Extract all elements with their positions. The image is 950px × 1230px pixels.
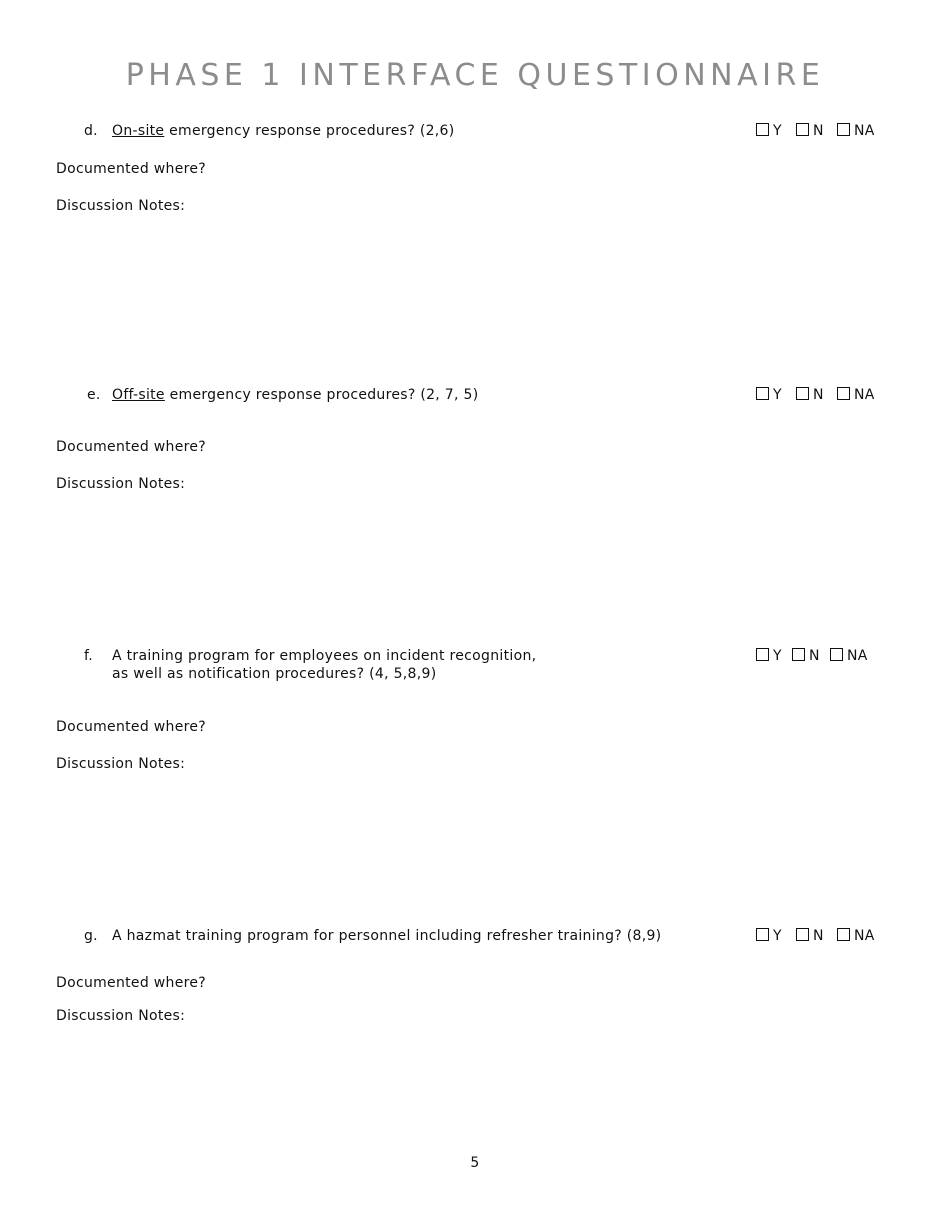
question-text xyxy=(112,122,732,140)
documented-where-label: Documented where? xyxy=(56,975,207,991)
option-na-label: NA xyxy=(854,123,875,139)
option-yes-label: Y xyxy=(773,928,782,944)
checkbox-na[interactable] xyxy=(837,123,850,136)
question-letter: d. xyxy=(84,123,98,139)
option-no-label: N xyxy=(813,123,824,139)
question-letter: f. xyxy=(84,648,93,664)
page-number: 5 xyxy=(470,1155,480,1171)
checkbox-na[interactable] xyxy=(837,387,850,400)
option-yes-label: Y xyxy=(773,387,782,403)
option-no-label: N xyxy=(813,387,824,403)
discussion-notes-label: Discussion Notes: xyxy=(56,1008,186,1024)
question-text-underlined: On-site xyxy=(112,123,165,139)
question-text-rest: emergency response procedures? (2, 7, 5) xyxy=(164,387,479,403)
question-text xyxy=(112,386,732,404)
checkbox-yes[interactable] xyxy=(756,928,769,941)
option-yes-label: Y xyxy=(773,123,782,139)
discussion-notes-label: Discussion Notes: xyxy=(56,476,186,492)
documented-where-label: Documented where? xyxy=(56,161,207,177)
question-f xyxy=(84,647,724,683)
question-text-underlined: Off-site xyxy=(112,387,165,403)
option-na-label: NA xyxy=(847,648,868,664)
question-text-line2: as well as notification procedures? (4, 5,8,9) xyxy=(112,666,437,682)
answer-options-g xyxy=(756,927,896,945)
documented-where-label: Documented where? xyxy=(56,719,207,735)
option-no-label: N xyxy=(809,648,820,664)
checkbox-no[interactable] xyxy=(796,928,809,941)
answer-options-f xyxy=(756,647,896,665)
checkbox-na[interactable] xyxy=(837,928,850,941)
answer-options-e xyxy=(756,386,896,404)
checkbox-no[interactable] xyxy=(796,387,809,400)
checkbox-na[interactable] xyxy=(830,648,843,661)
question-text xyxy=(112,647,732,683)
option-na-label: NA xyxy=(854,387,875,403)
checkbox-no[interactable] xyxy=(796,123,809,136)
discussion-notes-label: Discussion Notes: xyxy=(56,756,186,772)
question-letter: g. xyxy=(84,928,98,944)
checkbox-yes[interactable] xyxy=(756,648,769,661)
checkbox-yes[interactable] xyxy=(756,387,769,400)
documented-where-label: Documented where? xyxy=(56,439,207,455)
answer-options-d xyxy=(756,122,896,140)
question-text-rest: emergency response procedures? (2,6) xyxy=(164,123,455,139)
option-na-label: NA xyxy=(854,928,875,944)
option-no-label: N xyxy=(813,928,824,944)
question-text: A hazmat training program for personnel including refresher training? (8,9) xyxy=(112,928,662,944)
discussion-notes-label: Discussion Notes: xyxy=(56,198,186,214)
question-letter: e. xyxy=(87,387,101,403)
checkbox-yes[interactable] xyxy=(756,123,769,136)
question-text-line1: A training program for employees on incident recognition, xyxy=(112,648,537,664)
option-yes-label: Y xyxy=(773,648,782,664)
checkbox-no[interactable] xyxy=(792,648,805,661)
page-title: PHASE 1 INTERFACE QUESTIONNAIRE xyxy=(125,58,825,93)
